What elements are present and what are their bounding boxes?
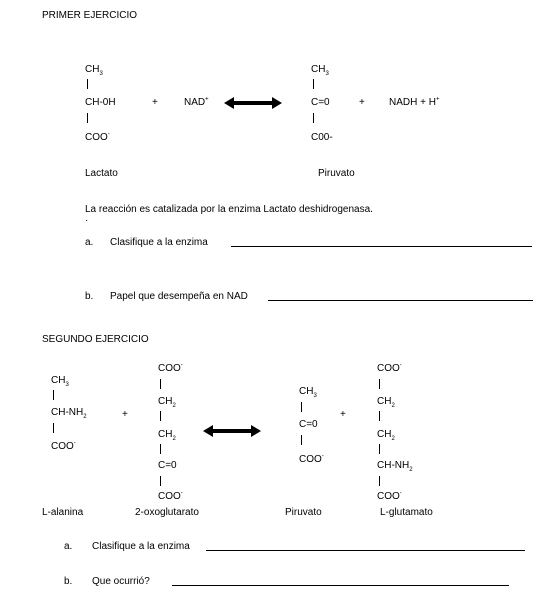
- nadh-h-plus: NADH + H+: [389, 96, 440, 108]
- reversible-arrow-icon: [203, 424, 261, 438]
- oxo-ch2-b: $CH_2$: [158, 429, 176, 442]
- plus-sign: +: [122, 409, 128, 420]
- question2-b-marker: b.: [64, 576, 73, 587]
- pyruvate2-coo: COO-: [299, 453, 324, 465]
- alanine-coo: COO-: [51, 440, 76, 452]
- answer-line-a[interactable]: [231, 246, 532, 247]
- plus-sign: +: [359, 97, 365, 108]
- nad-plus: NAD+: [184, 96, 209, 108]
- oxo-coo-bottom: COO-: [158, 490, 183, 502]
- question2-a-marker: a.: [64, 541, 73, 552]
- pyruvate2-name: Piruvato: [285, 507, 322, 518]
- section-1-title: PRIMER EJERCICIO: [42, 10, 138, 21]
- lactate-choh: CH-0H: [85, 97, 116, 108]
- pyruvate-name: Piruvato: [318, 168, 355, 179]
- enzyme-sentence: La reacción es catalizada por la enzima Lactato deshidrogenasa.: [85, 204, 373, 215]
- bond-line: [87, 79, 88, 89]
- pyruvate-coo: C00-: [311, 132, 333, 143]
- bond-line: [160, 379, 161, 389]
- bond-line: [313, 79, 314, 89]
- question2-b-label: Que ocurrió?: [92, 576, 150, 587]
- oxoglutarate-name: 2-oxoglutarato: [135, 507, 199, 518]
- glu-coo-top: COO-: [377, 362, 402, 374]
- bond-line: [301, 435, 302, 445]
- pyruvate-co: C=0: [311, 97, 330, 108]
- question-b-label: Papel que desempeña en NAD: [110, 291, 248, 302]
- question2-a-label: Clasifique a la enzima: [92, 541, 190, 552]
- glu-ch2-a: $CH_2$: [377, 396, 395, 409]
- alanine-ch3: $CH_3$: [51, 375, 69, 388]
- plus-sign: +: [152, 97, 158, 108]
- answer-line-b[interactable]: [268, 300, 533, 301]
- bond-line: [53, 390, 54, 400]
- answer-line-2a[interactable]: [206, 550, 525, 551]
- bond-line: [160, 411, 161, 421]
- bond-line: [160, 444, 161, 454]
- oxo-ch2-a: $CH_2$: [158, 396, 176, 409]
- pyruvate-ch3: $CH_3$: [311, 64, 329, 77]
- bond-line: [313, 113, 314, 123]
- glu-coo-bottom: COO-: [377, 490, 402, 502]
- question-a-label: Clasifique a la enzima: [110, 237, 208, 248]
- bond-line: [379, 444, 380, 454]
- lactate-name: Lactato: [85, 168, 118, 179]
- answer-line-2b[interactable]: [172, 585, 509, 586]
- bullet-dot: ·: [85, 215, 89, 226]
- section-2-title: SEGUNDO EJERCICIO: [42, 334, 149, 345]
- bond-line: [379, 476, 380, 486]
- pyruvate2-ch3: $CH_3$: [299, 386, 317, 399]
- glu-chnh2: $CH-NH_2$: [377, 460, 413, 473]
- bond-line: [379, 411, 380, 421]
- bond-line: [87, 113, 88, 123]
- question-b-marker: b.: [85, 291, 94, 302]
- bond-line: [379, 379, 380, 389]
- lactate-coo: COO-: [85, 131, 110, 143]
- lactate-ch3: $CH_3$: [85, 64, 103, 77]
- glutamate-name: L-glutamato: [380, 507, 433, 518]
- bond-line: [53, 423, 54, 433]
- reversible-arrow-icon: [224, 96, 282, 110]
- pyruvate2-co: C=0: [299, 419, 318, 430]
- bond-line: [301, 402, 302, 412]
- oxo-coo-top: COO-: [158, 362, 183, 374]
- plus-sign: +: [340, 409, 346, 420]
- question-a-marker: a.: [85, 237, 94, 248]
- glu-ch2-b: $CH_2$: [377, 429, 395, 442]
- bond-line: [160, 476, 161, 486]
- alanine-name: L-alanina: [42, 507, 84, 518]
- alanine-chnh2: $CH-NH_2$: [51, 407, 87, 420]
- oxo-co: C=0: [158, 460, 177, 471]
